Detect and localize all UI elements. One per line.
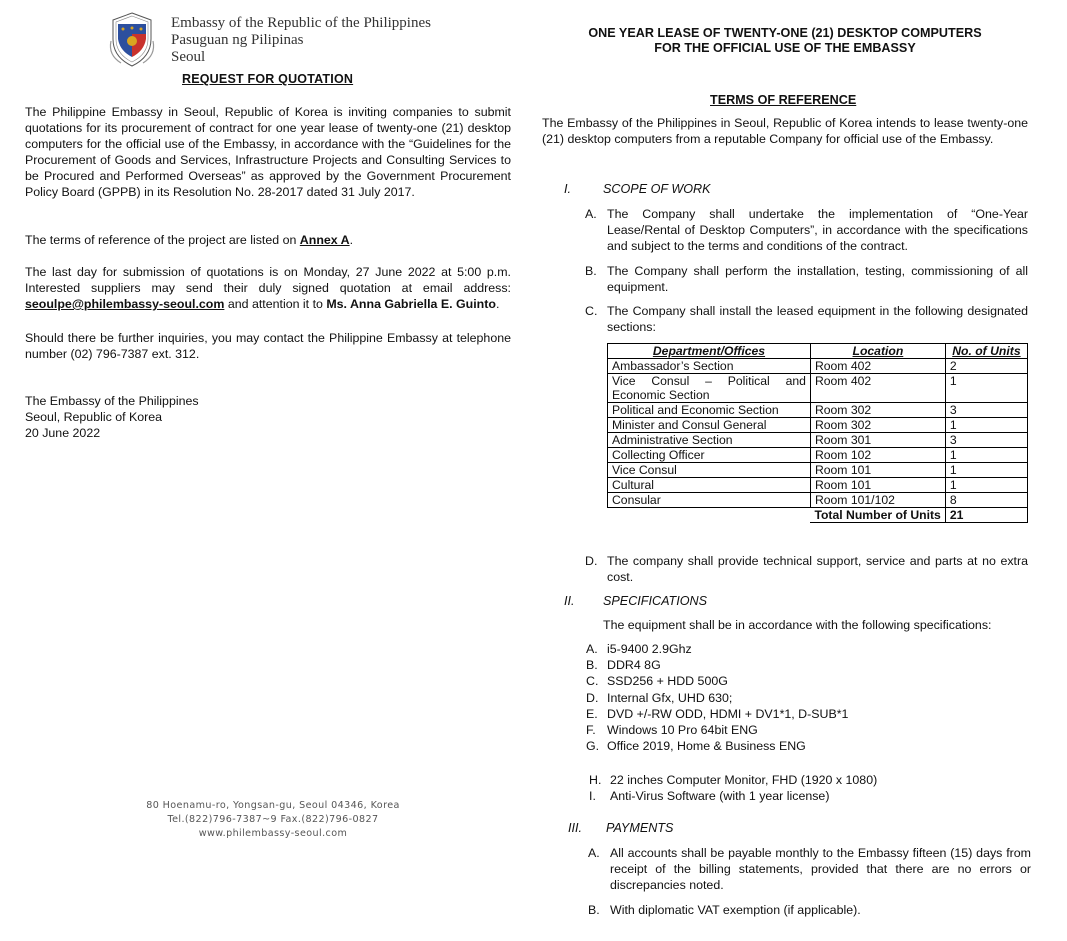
table-row (608, 448, 1028, 463)
column-header: Location (810, 344, 945, 359)
blank-cell (608, 508, 811, 523)
footer-website: www.philembassy-seoul.com (198, 828, 348, 839)
item-text: The Company shall perform the installation, testing, commissioning of all equipment. (607, 264, 1028, 294)
cell-units: 3 (945, 433, 1027, 448)
signature-date: 20 June 2022 (25, 426, 101, 440)
total-label: Total Number of Units (810, 508, 945, 523)
cell-department: Collecting Officer (608, 448, 811, 463)
scope-item (585, 206, 1028, 254)
section-number: I. (564, 182, 571, 196)
cell-department: Ambassador’s Section (608, 359, 811, 374)
contact-name: Ms. Anna Gabriella E. Guinto (326, 297, 496, 311)
tor-heading: TERMS OF REFERENCE (710, 93, 857, 107)
cell-location: Room 301 (810, 433, 945, 448)
annex-title-line: FOR THE OFFICIAL USE OF THE EMBASSY (654, 41, 916, 55)
item-letter: D. (586, 690, 599, 705)
cell-department: Consular (608, 493, 811, 508)
column-header: No. of Units (945, 344, 1027, 359)
text: and attention it to (224, 297, 327, 311)
cell-department: Vice Consul – Political and Economic Section (608, 374, 811, 403)
footer-phone: Tel.(822)796-7387~9 Fax.(822)796-0827 (167, 814, 379, 825)
item-text: Anti-Virus Software (with 1 year license) (610, 789, 830, 804)
item-text: All accounts shall be payable monthly to the Embassy fifteen (15) days from receipt of the billing statements, provided that there are no errors or discrepancies noted. (610, 846, 1031, 892)
payment-item (588, 845, 1031, 893)
item-text: The company shall provide technical support, service and parts at no extra cost. (607, 554, 1028, 584)
cell-units: 1 (945, 463, 1027, 478)
item-letter: A. (585, 207, 597, 221)
annex-title-line: ONE YEAR LEASE OF TWENTY-ONE (21) DESKTOP COMPUTERS (588, 26, 982, 40)
cell-location: Room 102 (810, 448, 945, 463)
item-letter: B. (588, 903, 600, 917)
table-header-row (608, 344, 1028, 359)
paragraph-inquiries: Should there be further inquiries, you may contact the Philippine Embassy at telephone number (02) 796-7387 ext. 312. (25, 331, 511, 361)
item-letter: C. (585, 304, 598, 318)
cell-location: Room 402 (810, 374, 945, 403)
text: The terms of reference of the project are listed on (25, 233, 300, 247)
section-label: SPECIFICATIONS (603, 594, 708, 608)
section-label: PAYMENTS (606, 821, 674, 835)
tor-intro: The Embassy of the Philippines in Seoul, Republic of Korea intends to lease twenty-one (21) desktop computers from a reputable Company for official use of the Embassy. (542, 116, 1028, 146)
letterhead-footer (140, 799, 406, 841)
cell-department: Minister and Consul General (608, 418, 811, 433)
letterhead-line: Embassy of the Republic of the Philippines (171, 15, 431, 31)
cell-location: Room 302 (810, 418, 945, 433)
spec-intro: The equipment shall be in accordance with the following specifications: (603, 618, 992, 632)
item-letter: A. (588, 846, 600, 860)
item-text: Internal Gfx, UHD 630; (607, 690, 733, 705)
table-row (608, 463, 1028, 478)
cell-location: Room 302 (810, 403, 945, 418)
item-letter: C. (586, 674, 599, 689)
table-total-row (608, 508, 1028, 523)
cell-department: Political and Economic Section (608, 403, 811, 418)
cell-department: Cultural (608, 478, 811, 493)
letterhead (171, 15, 431, 66)
item-text: Office 2019, Home & Business ENG (607, 739, 806, 754)
section-number: III. (568, 821, 582, 835)
item-text: With diplomatic VAT exemption (if applicable). (610, 903, 861, 917)
terms-of-reference-page (530, 0, 1067, 941)
item-text: DVD +/-RW ODD, HDMI + DV1*1, D-SUB*1 (607, 706, 849, 721)
signature-line: Seoul, Republic of Korea (25, 410, 163, 424)
item-text: DDR4 8G (607, 658, 661, 673)
cell-units: 1 (945, 374, 1027, 403)
cell-location: Room 101 (810, 463, 945, 478)
letterhead-line: Seoul (171, 49, 206, 65)
item-letter: I. (589, 789, 596, 804)
table-row (608, 433, 1028, 448)
item-text: i5-9400 2.9Ghz (607, 642, 692, 656)
text: The last day for submission of quotations is on Monday, 27 June 2022 at 5:00 p.m. Interested suppliers may send their duly signed quotation at email address: (25, 265, 511, 295)
paragraph-submission (25, 264, 511, 312)
item-letter: G. (586, 739, 600, 754)
scope-item (585, 553, 1028, 585)
item-letter: B. (585, 264, 597, 278)
cell-units: 3 (945, 403, 1027, 418)
text: . (349, 233, 354, 247)
scope-item (585, 263, 1028, 295)
cell-location: Room 101 (810, 478, 945, 493)
annex-link[interactable]: Annex A (299, 233, 350, 247)
payment-item (588, 902, 1031, 918)
cell-units: 1 (945, 448, 1027, 463)
cell-location: Room 101/102 (810, 493, 945, 508)
item-text: SSD256 + HDD 500G (607, 674, 728, 689)
cell-units: 8 (945, 493, 1027, 508)
signature-block (25, 393, 199, 441)
cell-units: 1 (945, 418, 1027, 433)
item-text: The Company shall install the leased equipment in the following designated sections: (607, 304, 1028, 334)
annex-title (560, 26, 1010, 56)
cell-units: 2 (945, 359, 1027, 374)
total-value: 21 (945, 508, 1027, 523)
document-title: REQUEST FOR QUOTATION (182, 72, 354, 86)
item-text: The Company shall undertake the implementation of “One-Year Lease/Rental of Desktop Computers”, in accordance with the specifications and subject to the terms and conditions of the contract. (607, 207, 1028, 253)
table-row (608, 359, 1028, 374)
item-letter: E. (586, 706, 598, 721)
units-table (607, 343, 1028, 523)
cell-location: Room 402 (810, 359, 945, 374)
item-letter: H. (589, 773, 602, 787)
table-row (608, 374, 1028, 403)
item-letter: B. (586, 658, 598, 673)
letterhead-line: Pasuguan ng Pilipinas (171, 32, 304, 48)
scope-item (585, 303, 1028, 335)
email-link[interactable]: seoulpe@philembassy-seoul.com (25, 297, 225, 311)
section-label: SCOPE OF WORK (603, 182, 711, 196)
paragraph-invitation: The Philippine Embassy in Seoul, Republic of Korea is inviting companies to submit quotations for its procurement of contract for one year lease of twenty-one (21) desktop computers for the official use of the Embassy, in accordance with the “Guidelines for the Procurement of Goods and Services, Infrastructure Projects and Consulting Services to be Procured and Performed Overseas” as approved by the Government Procurement Policy Board (GPPB) in its Resolution No. 28-2017 dated 31 July 2017. (25, 105, 511, 199)
cell-department: Administrative Section (608, 433, 811, 448)
signature-line: The Embassy of the Philippines (25, 394, 199, 408)
table-row (608, 418, 1028, 433)
philippine-seal-icon (107, 11, 157, 69)
item-text: Windows 10 Pro 64bit ENG (607, 722, 758, 737)
table-row (608, 478, 1028, 493)
section-number: II. (564, 594, 575, 608)
paragraph-terms-reference (25, 232, 511, 248)
column-header: Department/Offices (608, 344, 811, 359)
request-for-quotation-page (0, 0, 530, 941)
table-row (608, 493, 1028, 508)
cell-units: 1 (945, 478, 1027, 493)
item-text: 22 inches Computer Monitor, FHD (1920 x 1080) (610, 773, 878, 787)
cell-department: Vice Consul (608, 463, 811, 478)
text: . (495, 297, 500, 311)
item-letter: A. (586, 642, 598, 656)
item-letter: D. (585, 554, 598, 568)
item-letter: F. (586, 722, 596, 737)
table-row (608, 403, 1028, 418)
footer-address: 80 Hoenamu-ro, Yongsan-gu, Seoul 04346, Korea (146, 800, 400, 811)
